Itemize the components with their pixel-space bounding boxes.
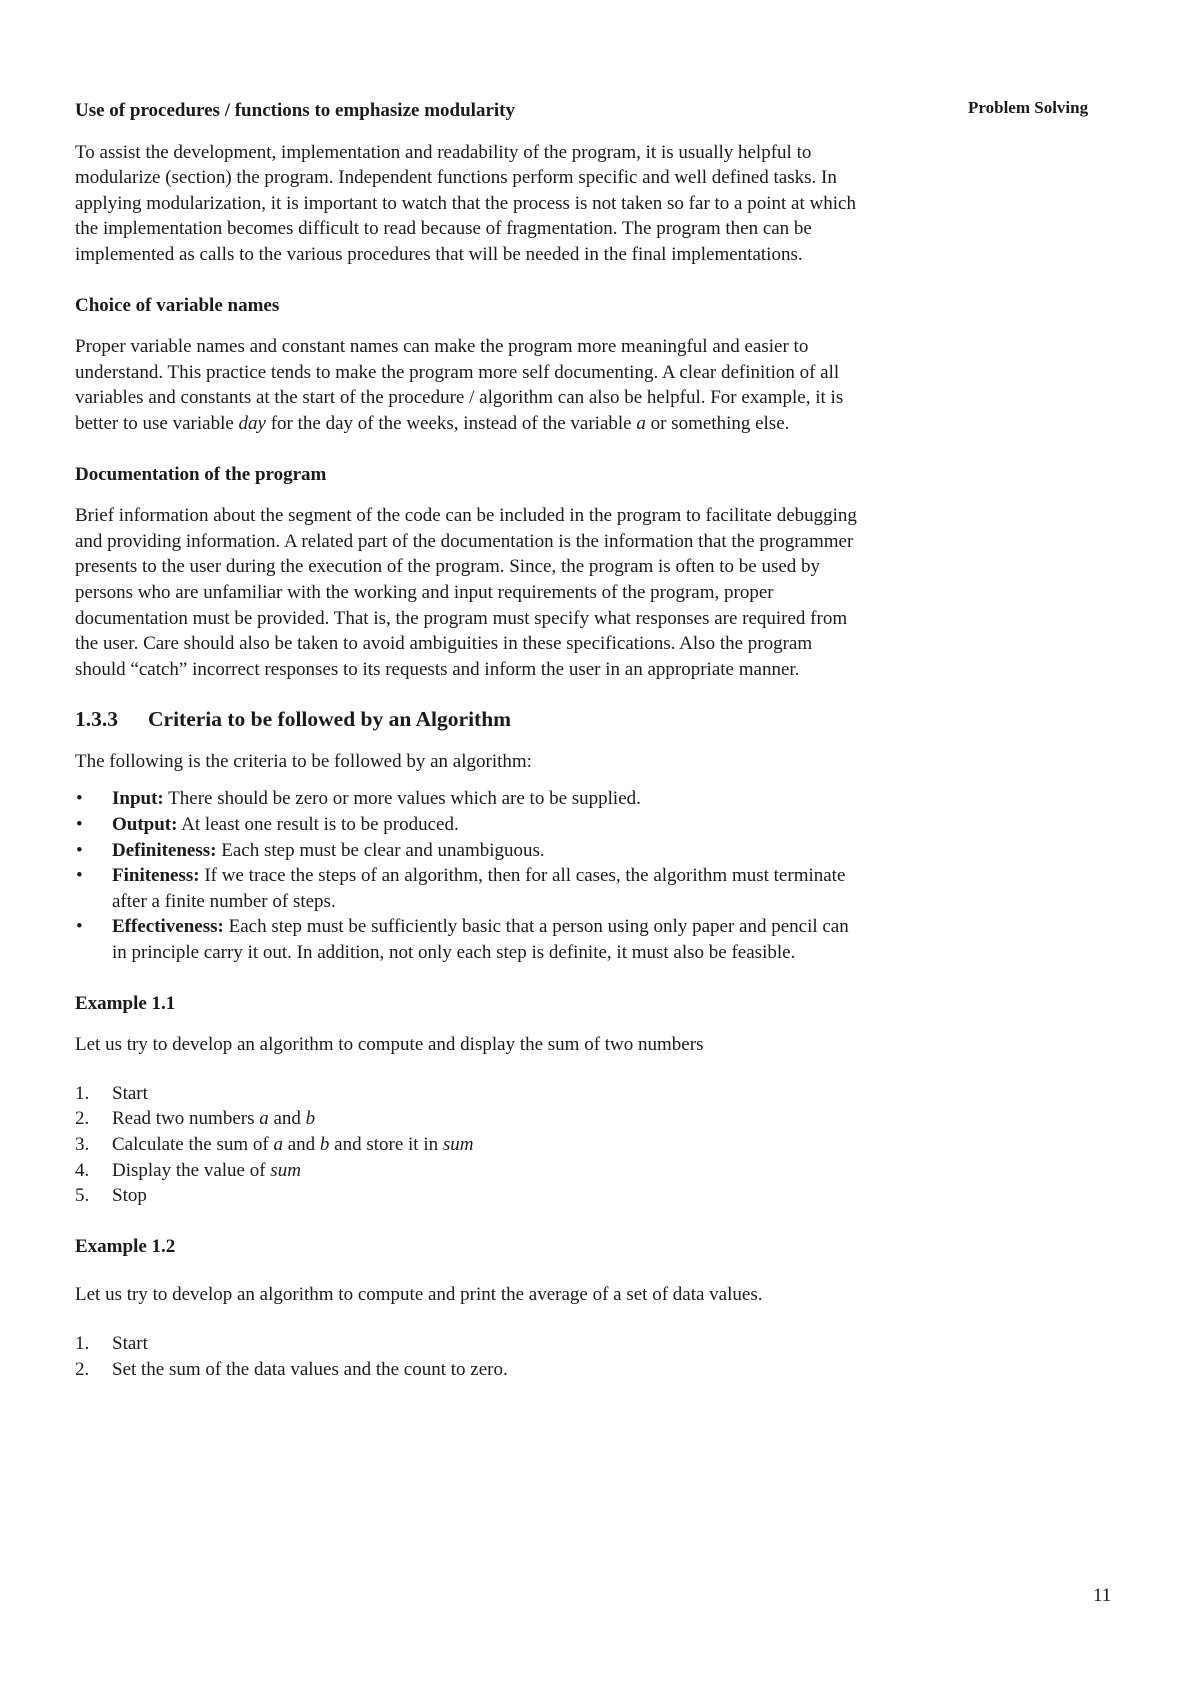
example-1-1-step-5 [75,1183,865,1209]
example-1-1-steps [75,1081,865,1209]
criteria-term: Effectiveness: [112,916,224,938]
variable-names-text-1: Proper variable names and constant names can make the program more meaningful and easier to understand. This practice tends to make the program more self documenting. A clear definition of all variables and constants at the start of the procedure / algorithm can also be helpful. For example, it is better to use variable [75,336,844,434]
step-number: 2. [75,1358,90,1380]
example-1-1-step-1 [75,1081,865,1107]
step-text: and store it in [329,1134,443,1155]
step-text: Display the value of [112,1159,271,1181]
criteria-item-finiteness [75,863,865,914]
var-a: a [259,1108,269,1130]
example-1-1-step-3 [75,1132,865,1158]
criteria-list [75,786,865,965]
step-text: Read two numbers [112,1108,260,1130]
example-1-1-heading: Example 1.1 [75,992,176,1014]
variable-names-paragraph [75,334,865,436]
criteria-term: Output: [112,814,178,836]
criteria-item-definiteness [75,838,865,864]
example-1-2-heading: Example 1.2 [75,1235,176,1257]
step-number: 2. [75,1108,90,1130]
example-1-1-step-4 [75,1158,865,1184]
var-a: a [273,1134,283,1155]
step-number: 1. [75,1082,90,1104]
criteria-section-title [75,707,865,733]
step-text: and [282,1134,320,1155]
page-number: 11 [1093,1585,1112,1606]
step-number: 1. [75,1332,90,1354]
criteria-text: If we trace the steps of an algorithm, then for all cases, the algorithm must terminate after a finite number of steps. [112,865,846,912]
page-content [75,98,865,1407]
criteria-term: Definiteness: [112,839,217,861]
example-1-1-intro: Let us try to develop an algorithm to compute and display the sum of two numbers [75,1034,704,1056]
criteria-text: Each step must be sufficiently basic that a person using only paper and pencil can in principle carry it out. In addition, not only each step is definite, it must also be feasible. [112,916,849,964]
step-text: Stop [112,1185,147,1207]
documentation-heading: Documentation of the program [75,463,327,485]
var-b: b [319,1134,330,1155]
example-1-2-steps [75,1331,865,1382]
criteria-section-number: 1.3.3 [75,707,118,732]
criteria-item-input [75,786,865,812]
step-text: Start [112,1082,148,1104]
step-text: and [268,1108,306,1130]
example-1-1-step-2 [75,1106,865,1132]
criteria-term: Input: [112,788,164,810]
criteria-text: At least one result is to be produced. [177,814,459,836]
variable-names-text-2: for the day of the weeks, instead of the variable [265,412,637,434]
variable-names-heading: Choice of variable names [75,294,280,316]
modularity-paragraph: To assist the development, implementation and readability of the program, it is usually helpful to modularize (section) the program. Independent functions perform specific and well defined tasks. In applying modularization, it is important to watch that the process is not taken so far to a point at which the implementation becomes difficult to read because of fragmentation. The program then can be implemented as calls to the various procedures that will be needed in the final implementations. [75,141,856,265]
criteria-section-text: Criteria to be followed by an Algorithm [148,707,512,732]
example-1-2-step-1 [75,1331,865,1357]
example-1-2-step-2 [75,1357,865,1383]
var-sum: sum [442,1134,474,1155]
var-sum: sum [270,1159,301,1181]
step-number: 5. [75,1185,90,1207]
criteria-text: There should be zero or more values which are to be supplied. [163,788,641,810]
criteria-intro: The following is the criteria to be followed by an algorithm: [75,750,532,772]
modularity-heading: Use of procedures / functions to emphasize modularity [75,100,515,121]
criteria-text: Each step must be clear and unambiguous. [216,839,545,861]
running-header: Problem Solving [968,98,1089,117]
variable-day: day [238,412,266,434]
criteria-item-output [75,812,865,838]
step-number: 3. [75,1134,90,1155]
criteria-item-effectiveness [75,914,865,965]
example-1-2-intro: Let us try to develop an algorithm to compute and print the average of a set of data values. [75,1284,763,1306]
variable-names-text-3: or something else. [645,412,790,434]
step-text: Set the sum of the data values and the count to zero. [112,1358,508,1380]
step-text: Start [112,1332,148,1354]
documentation-paragraph: Brief information about the segment of the code can be included in the program to facilitate debugging and providing information. A related part of the documentation is the information that the programmer presents to the user during the execution of the program. Since, the program is often to be used by persons who are unfamiliar with the working and input requirements of the program, proper documentation must be provided. That is, the program must specify what responses are required from the user. Care should also be taken to avoid ambiguities in these specifications. Also the program should “catch” incorrect responses to its requests and inform the user in an appropriate manner. [75,505,857,680]
var-b: b [305,1108,316,1130]
step-number: 4. [75,1159,90,1181]
criteria-term: Finiteness: [112,865,200,887]
step-text: Calculate the sum of [112,1134,274,1155]
variable-a: a [636,412,646,434]
